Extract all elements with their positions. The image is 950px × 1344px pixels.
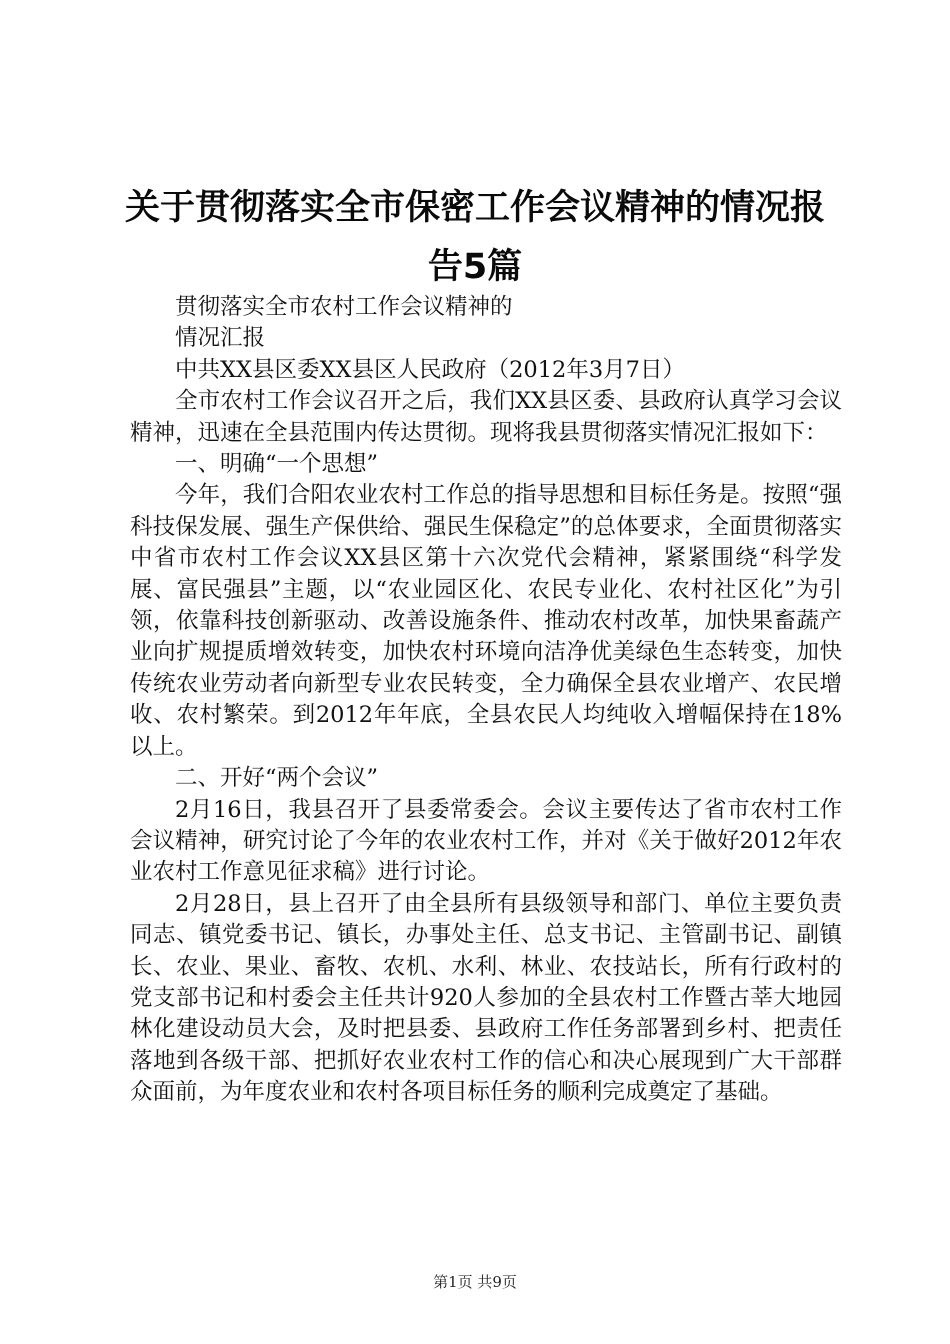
paragraph-section-2a: 2月16日，我县召开了县委常委会。会议主要传达了省市农村工作会议精神，研究讨论了今年的农业农村工作，并对《关于做好2012年农业农村工作意见征求稿》进行讨论。 bbox=[130, 796, 842, 886]
section-heading-2: 二、开好“两个会议” bbox=[175, 765, 379, 792]
paragraph-intro: 全市农村工作会议召开之后，我们XX县区委、县政府认真学习会议精神，迅速在全县范围内传达贯彻。现将我县贯彻落实情况汇报如下： bbox=[130, 388, 842, 446]
paragraph-issuer: 中共XX县区委XX县区人民政府（2012年3月7日） bbox=[175, 356, 685, 383]
paragraph-section-1: 今年，我们合阳农业农村工作总的指导思想和目标任务是。按照“强科技保发展、强生产保供给、强民生保稳定”的总体要求，全面贯彻落实中省市农村工作会议XX县区第十六次党代会精神，紧紧围绕“科学发展、富民强县”主题，以“农业园区化、农民专业化、农村社区化”为引领，依靠科技创新驱动、改善设施条件、推动农村改革，加快果畜蔬产业向扩规提质增效转变，加快农村环境向洁净优美绿色生态转变，加快传统农业劳动者向新型专业农民转变，全力确保全县农业增产、农民增收、农村繁荣。到2012年年底，全县农民人均纯收入增幅保持在18%以上。 bbox=[130, 482, 842, 760]
section-heading-1: 一、明确“一个思想” bbox=[175, 451, 379, 478]
page-footer: 第1页 共9页 bbox=[433, 1273, 517, 1291]
paragraph-section-2b: 2月28日，县上召开了由全县所有县级领导和部门、单位主要负责同志、镇党委书记、镇长，办事处主任、总支书记、主管副书记、副镇长、农业、果业、畜牧、农机、水利、林业、农技站长，所有行政村的党支部书记和村委会主任共计920人参加的全县农村工作暨古莘大地园林化建设动员大会，及时把县委、县政府工作任务部署到乡村、把责任落地到各级干部、把抓好农业农村工作的信心和决心展现到广大干部群众面前，为年度农业和农村各项目标任务的顺利完成奠定了基础。 bbox=[130, 890, 842, 1106]
paragraph-subtitle-2: 情况汇报 bbox=[175, 325, 266, 352]
document-title-line-2: 告5篇 bbox=[427, 247, 523, 287]
document-body bbox=[130, 292, 842, 1109]
paragraph-subtitle-1: 贯彻落实全市农村工作会议精神的 bbox=[175, 294, 513, 320]
document-title-line-1: 关于贯彻落实全市保密工作会议精神的情况报 bbox=[124, 188, 825, 228]
